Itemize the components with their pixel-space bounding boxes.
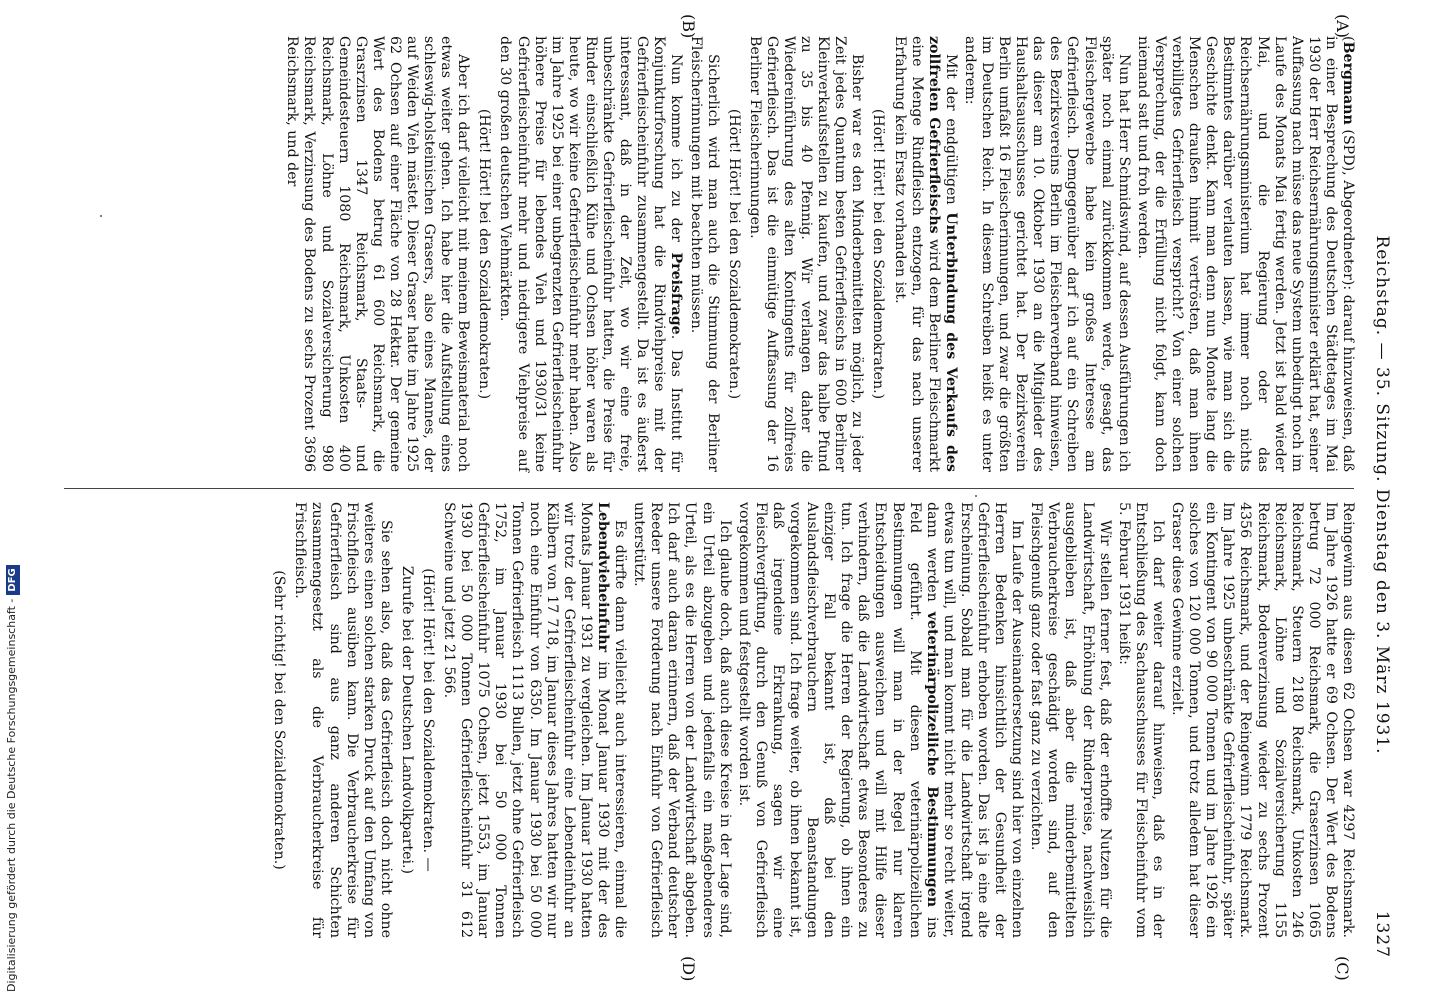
- text-run: Nun komme ich zu der: [668, 54, 685, 253]
- interjection: (Hört! Hört! bei den Sozialdemokraten. —: [420, 568, 437, 872]
- right-column: [266, 502, 1356, 938]
- interjection: Zurufe bei der Deutschen Landvolkpartei.): [398, 565, 415, 875]
- paragraph: [735, 502, 1026, 938]
- interjection: (Hört! Hört! bei den Sozialdemokraten.): [870, 108, 887, 400]
- margin-marker-c: (C): [1333, 956, 1352, 981]
- column-divider: [64, 488, 1354, 489]
- running-title: Reichstag. — 35. Sitzung. Dienstag den 3. März 1931.: [1372, 235, 1392, 755]
- margin-marker-d: (D): [679, 956, 698, 982]
- text-run: im Monat Januar 1930 mit der des Monats Januar 1931 zu vergleichen. Im Januar 1930 hatten wir trotz der Gefrierfleischeinfuhr eine Lebendeinfuhr an Kälbern von 17 718, im Januar dieses Jahres hatten wir nur noch eine Einfuhr von 6350. Im Januar 1930 bei 50 000 Tonnen Gefrierfleisch 1113 Bullen, jetzt ohne Gefrierfleisch 1752, im Januar 1930 bei 50 000 Tonnen Gefrierfleischeinfuhr 1075 Ochsen, jetzt 1553, im Januar 1930 bei 50 000 Tonnen Gefrierfleischeinfuhr 31 612 Schweine und jetzt 21 566.: [441, 502, 611, 938]
- speaker-name: Bergmann: [1340, 41, 1356, 125]
- interjection: (Hört! Hört! bei den Sozialdemokraten.): [476, 108, 493, 400]
- margin-marker-b: (B): [679, 14, 698, 39]
- page-number: 1327: [1372, 910, 1392, 958]
- paragraph: Sie sehen also, daß das Gefrierfleisch doch nicht ohne weiteres einen solchen starken Druck auf den Umfang von Frischfleisch ausüben kann. Die Verbraucherkreise für Gefrierfleisch sind aus ganz anderen Schichten zusammengesetzt als die Verbraucherkreise für Frischfleisch.: [292, 502, 394, 938]
- dfg-logo: DFG: [6, 565, 20, 594]
- text-run: Mit der endgültigen: [942, 54, 959, 213]
- scan-speck: [975, 495, 977, 497]
- page-header: [1368, 32, 1392, 958]
- text-run: Es dürfte dann vielleicht auch interessieren, einmal die: [612, 520, 629, 938]
- quote-paragraph: Bisher war es den Minderbemittelten möglich, zu jeder Zeit jedes Quantum besten Gefrierfleischs in 600 Berliner Kleinverkaufsstellen zu kaufen, und zwar das halbe Pfund zu 35 bis 40 Pfennig. Wir verlangen daher die Wiedereinführung des alten Kontingents für zollfreies Gefrierfleisch. Das ist die einmütige Auffassung der 16 Berliner Fleischerinnungen.: [746, 36, 866, 472]
- text-run: Im Laufe der Auseinandersetzung sind hier von einzelnen Herren Bedenken hinsichtlich der Gesundheit der Gefrierfleischeinfuhr erhoben worden. Das ist ja eine alte Erscheinung. Sobald man für die Landwirtschaft irgend etwas tun will, und man kommt nicht mehr so recht weiter, dann werden: [923, 502, 1026, 938]
- bold-text: Lebendvieheinfuhr: [594, 502, 611, 653]
- paragraph: Aber ich darf vielleicht mit meinem Beweismaterial noch etwas weiter gehen. Ich habe hier die Aufstellung eines schleswig-holsteinischen Grasers, also eines Mannes, der auf Weiden Vieh mästet. Dieser Graser hatte im Jahre 1925 62 Ochsen auf einer Fläche von 28 Hektar. Der gemeine Wert des Bodens betrug 61 600 Reichsmark, die Grasrzinsen 1347 Reichsmark, Staats- und Gemeindesteuern 1080 Reichsmark, Unkosten 400 Reichsmark, Löhne und Sozialversicherung 980 Reichsmark, Verzinsung des Bodens zu sechs Prozent 3696 Reichsmark, und der: [284, 36, 472, 472]
- digitization-credit: [0, 0, 24, 1000]
- interjection: (Sehr richtig! bei den Sozialdemokraten.): [271, 570, 288, 870]
- margin-marker-a: (A): [1333, 14, 1352, 39]
- speaker-paragraph: (Bergmann (SPD), Abgeordneter): darauf hinzuweisen, daß in einer Besprechung des Deutschen Städtetages im Mai 1930 der Herr Reichsernährungsminister erklärt hat, seiner Auffassung nach müsse das neue System unbedingt noch im Laufe des Monats Mai fertig werden. Jetzt ist bald wieder Mai, und die Regierung oder das Reichsernährungsministerium hat immer noch nichts Bestimmtes darüber verlauten lassen, wie man sich die Geschichte denkt. Kann man denn nun Monate lang die Menschen draußen hinmit vertrösten, daß man ihnen verbilligtes Gefrierfleisch verspricht? Von einer solchen Versprechung, der die Erfüllung nicht folgt, kann doch niemand satt und froh werden.: [1134, 36, 1356, 472]
- paragraph: Ich glaube doch, daß auch diese Kreise in der Lage sind, ein Urteil abzugeben und jedenfalls ein maßgebenderes Urteil, als es die Herren von der Landwirtschaft abgeben. Ich darf auch daran erinnern, daß der Verband deutscher Reeder unsere Forderung nach Einfuhr von Gefrierfleisch unterstützt.: [631, 502, 733, 938]
- paragraph-text: darauf hinzuweisen, daß in einer Besprechung des Deutschen Städtetages im Mai 1930 der Herr Reichsernährungsminister erklärt hat, seiner Auffassung nach müsse das neue System unbedingt noch im Laufe des Monats Mai fertig werden. Jetzt ist bald wieder Mai, und die Regierung oder das Reichsernährungsministerium hat immer noch nichts Bestimmtes darüber verlauten lassen, wie man sich die Geschichte denkt. Kann man denn nun Monate lang die Menschen draußen hinmit vertrösten, daß man ihnen verbilligtes Gefrierfleisch verspricht? Von einer solchen Versprechung, der die Erfüllung nicht folgt, kann doch niemand satt und froh werden.: [1134, 36, 1356, 472]
- text-run: . Das Institut für Konjunkturforschung hat die Rindviehpreise mit der Gefrierfleischeinfuhr zusammengestellt. Da ist es äußerst interessant, daß in der Zeit, wo wir eine freie, unbeschränkte Gefrierfleischeinfuhr hatten, die Preise für Rinder einschließlich Kühe und Ochsen höher waren als heute, wo wir keine Gefrierfleischeinfuhr mehr haben. Also im Jahre 1925 bei einer unbegrenzten Gefrierfleischeinfuhr höhere Preise für lebendes Vieh und 1930/31 keine Gefrierfleischeinfuhr mehr und niedrigere Viehpreise auf den 30 großen deutschen Viehmärkten.: [497, 36, 685, 472]
- text-run: wird dem Berliner Fleischmarkt eine Menge Rindfleisch entzogen, für das nach unserer Erfahrung kein Ersatz vorhanden ist.: [891, 36, 942, 472]
- paragraph: [440, 502, 628, 938]
- paragraph: [496, 36, 684, 472]
- quote-paragraph: Wir stellen ferner fest, daß der erhoffte Nutzen für die Landwirtschaft, Erhöhung der Rinderpreise, nachweislich ausgeblieben ist, daß aber die minderbemittelten Verbraucherkreise geschädigt worden sind, auf den Fleischgenuß ganz oder fast ganz zu verzichten.: [1028, 502, 1113, 938]
- bold-text: Preisfrage: [668, 252, 685, 335]
- bold-text: veterinärpolizeiliche Bestimmungen: [923, 611, 940, 908]
- paragraph: Nun hat Herr Schmidswind, auf dessen Ausführungen ich später noch einmal zurückkommen werde, gesagt, das Fleischergewerbe habe kein großes Interesse am Gefrierfleisch. Demgegenüber darf ich auf ein Schreiben des Bezirksvereins Berlin im Fleischerverband hinweisen, das dieser am 10. Oktober 1930 an die Mitglieder des Haushaltsausschusses gerichtet hat. Der Bezirksverein Berlin umfaßt 16 Fleischerinnungen, und zwar die größten im Deutschen Reich. In diesem Schreiben heißt es unter anderem:: [961, 36, 1132, 472]
- bold-text: Unterbindung des Verkaufs des zollfreien Gefrierfleischs: [925, 36, 959, 472]
- scan-speck: [100, 215, 102, 217]
- speaker-party: (SPD), Abgeordneter):: [1340, 129, 1356, 291]
- text-run: ins Feld geführt. Mit diesen veterinärpolizeilichen Bestimmungen will man in der Regel nur klaren Entscheidungen ausweichen und will mit Hilfe dieser verhindern, daß die Landwirtschaft etwas Besonderes zu tun. Ich frage die Herren der Regierung, ob ihnen ein einziger Fall bekannt ist, daß bei den Auslandsfleischverbrauchern Beanstandungen vorgekommen sind. Ich frage weiter, ob ihnen bekannt ist, daß irgendeine Erkrankung, sagen wir eine Fleischvergiftung, durch den Genuß von Gefrierfleisch vorgekommen und festgestellt worden ist.: [735, 502, 940, 938]
- rotated-document-page: [48, 12, 1398, 982]
- credit-text: Digitalisierung gefördert durch die Deutsche Forschungsgemeinschaft -: [5, 598, 18, 992]
- paragraph: Reingewinn aus diesen 62 Ochsen war 4297 Reichsmark. Im Jahre 1926 hatte er 69 Ochsen. Der Wert des Bodens betrug 72 000 Reichsmark, die Graserzinsen 1065 Reichsmark, Steuern 2180 Reichsmark, Unkosten 246 Reichsmark, Löhne und Sozialversicherung 1155 Reichsmark, Bodenverzinsung wieder zu sechs Prozent 4356 Reichsmark, und der Reingewinn 1779 Reichsmark. Im Jahre 1925 unbeschränkte Gefrierfleischeinfuhr, später ein Kontingent von 90 000 Tonnen und im Jahre 1926 ein solches von 120 000 Tonnen, und trotz alledem hat dieser Graser diese Gewinne erzielt.: [1169, 502, 1356, 938]
- interjection: (Hört! Hört! bei den Sozialdemokraten.): [725, 108, 742, 400]
- paragraph: Sicherlich wird man auch die Stimmung der Berliner Fleischerinnungen mit beachten müssen.: [687, 36, 721, 472]
- paragraph: Ich darf weiter darauf hinweisen, daß es in der Entschließung des Sachausschusses für Fleischeinfuhr vom 5. Februar 1931 heißt:: [1115, 502, 1166, 938]
- quote-paragraph: [890, 36, 958, 472]
- left-column: [281, 36, 1356, 472]
